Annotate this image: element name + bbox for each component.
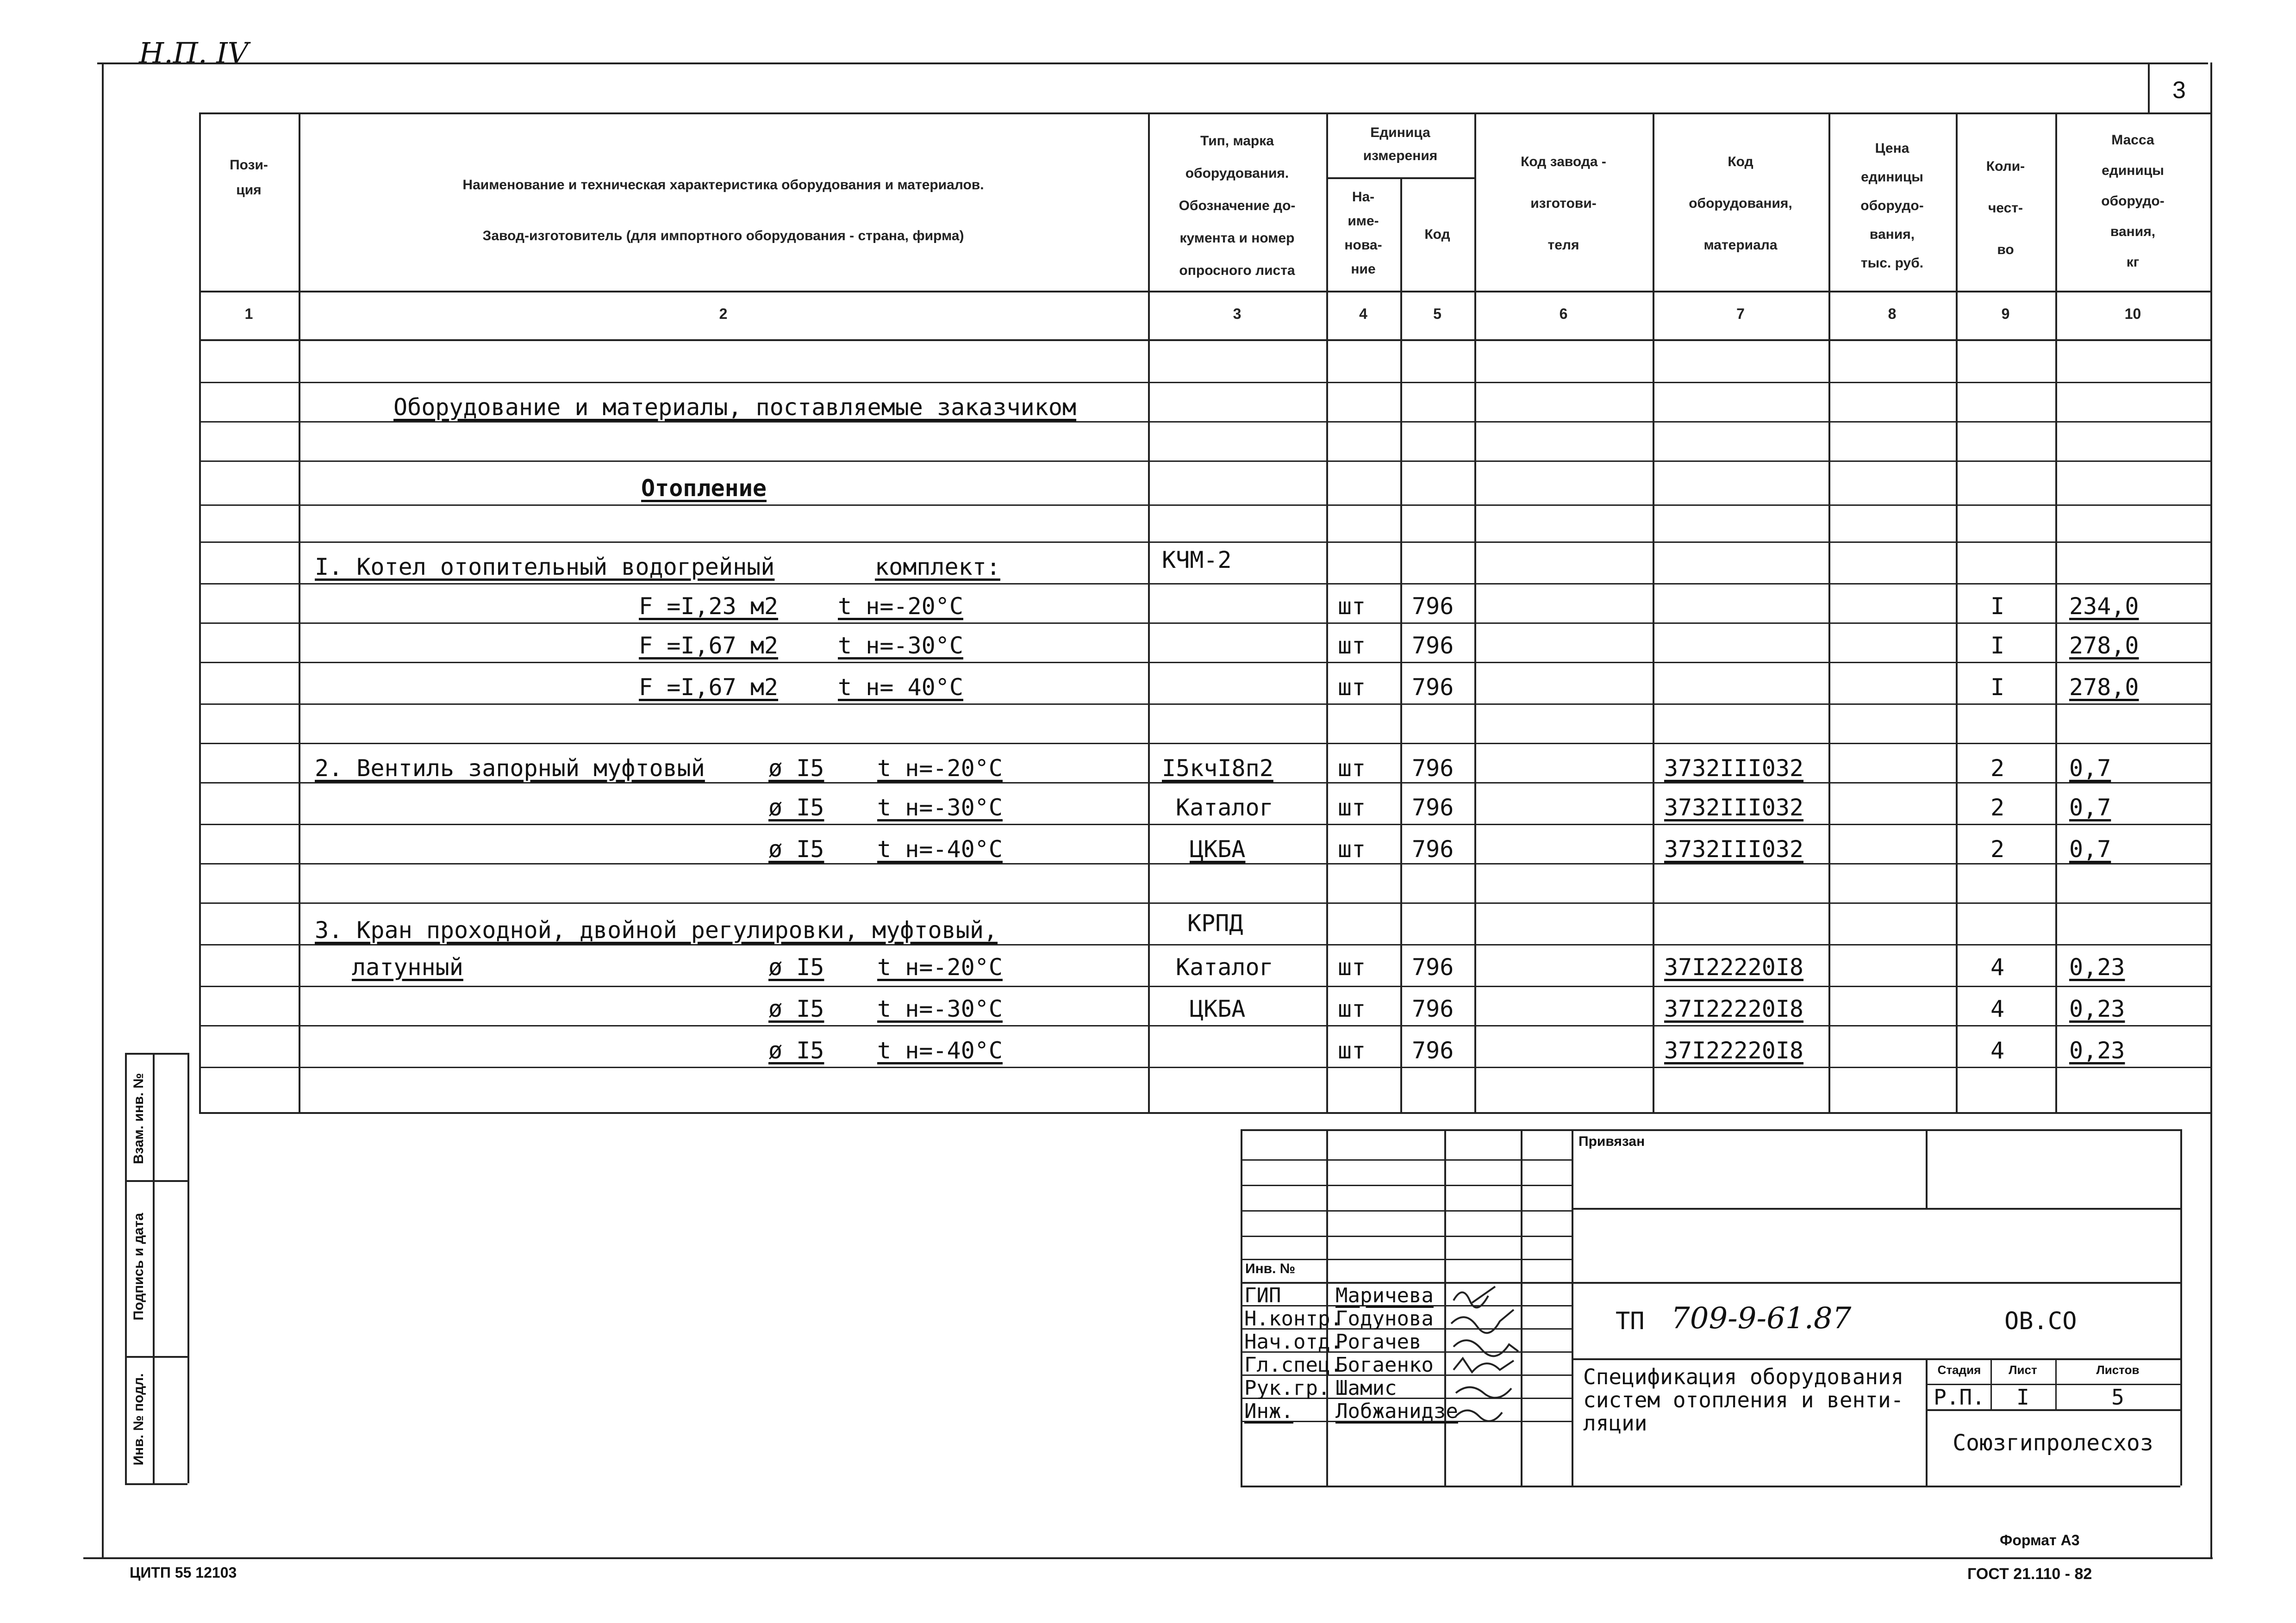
numbers-bottom-line bbox=[199, 339, 2210, 341]
header-quantity: Коли- чест- во bbox=[1986, 159, 2025, 257]
mass-cell: 0,7 bbox=[2069, 836, 2111, 863]
colnum-5: 5 bbox=[1433, 305, 1441, 322]
item-2-dia: ø I5 bbox=[768, 755, 824, 782]
unit-cell: шт bbox=[1338, 995, 1366, 1022]
row-line bbox=[199, 460, 2210, 462]
side-strip-right bbox=[187, 1053, 189, 1483]
mass-cell: 0,23 bbox=[2069, 1037, 2125, 1064]
signer-role: Инж. bbox=[1244, 1399, 1293, 1423]
item-3-temp: t н=-30°C bbox=[877, 995, 1003, 1022]
side-label-inv-orig: Инв. № подл. bbox=[131, 1373, 146, 1466]
header-type: Тип, марка оборудования. Обозначение до- кумента и номер опросного листа bbox=[1179, 133, 1296, 278]
col-line-a bbox=[199, 112, 201, 1112]
item-3-temp: t н=-40°C bbox=[877, 1037, 1003, 1064]
mass-cell: 0,7 bbox=[2069, 755, 2111, 782]
standard-label: ГОСТ 21.110 - 82 bbox=[1967, 1565, 2092, 1583]
row-line bbox=[199, 382, 2210, 383]
item-1-spec: F =I,67 м2 bbox=[639, 674, 779, 701]
equipment-code-cell: 37I22220I8 bbox=[1664, 995, 1804, 1022]
colnum-9: 9 bbox=[2001, 305, 2010, 322]
unit-cell: шт bbox=[1338, 1037, 1366, 1064]
item-3-temp: t н=-20°C bbox=[877, 954, 1003, 981]
item-3-name-continued: латунный bbox=[352, 954, 463, 981]
subsection-title: Отопление bbox=[641, 475, 767, 502]
stage-value: Р.П. bbox=[1934, 1385, 1985, 1410]
doc-code-prefix: ТП bbox=[1616, 1307, 1645, 1335]
mass-cell: 278,0 bbox=[2069, 674, 2139, 701]
tb-top bbox=[1241, 1129, 2180, 1131]
row-line bbox=[199, 541, 2210, 543]
tb-row bbox=[1241, 1210, 1572, 1212]
tb-row bbox=[1241, 1159, 1572, 1161]
header-plant-code: Код завода - изготови- теля bbox=[1521, 154, 1606, 253]
tb-left bbox=[1241, 1129, 1242, 1486]
row-line bbox=[199, 944, 2210, 945]
equipment-code-cell: 3732III032 bbox=[1664, 836, 1804, 863]
bound-label: Привязан bbox=[1578, 1134, 1645, 1149]
row-line bbox=[199, 421, 2210, 423]
type-cell: Каталог bbox=[1176, 794, 1273, 821]
code-cell: 796 bbox=[1412, 755, 1454, 782]
item-2-name: 2. Вентиль запорный муфтовый bbox=[315, 755, 705, 782]
item-2-temp: t н=-20°C bbox=[877, 755, 1003, 782]
col-line-b bbox=[299, 112, 300, 1112]
top-frame-line bbox=[97, 62, 2208, 64]
signer-role: Нач.отд. bbox=[1244, 1330, 1342, 1354]
row-line bbox=[199, 1025, 2210, 1026]
mass-cell: 278,0 bbox=[2069, 632, 2139, 659]
signer-name: Маричева bbox=[1335, 1284, 1434, 1307]
sheet-value: I bbox=[2016, 1385, 2029, 1410]
sheet-label: Лист bbox=[2009, 1363, 2037, 1377]
code-cell: 796 bbox=[1412, 794, 1454, 821]
signer-name: Богаенко bbox=[1335, 1353, 1434, 1377]
colnum-2: 2 bbox=[719, 305, 728, 322]
item-2-temp: t н=-40°C bbox=[877, 836, 1003, 863]
footer-left-label: ЦИТП 55 12103 bbox=[130, 1564, 237, 1581]
colnum-3: 3 bbox=[1233, 305, 1242, 322]
header-equipment-code: Код оборудования, материала bbox=[1689, 154, 1792, 253]
item-3-dia: ø I5 bbox=[768, 1037, 824, 1064]
unit-cell: шт bbox=[1338, 755, 1366, 782]
row-line bbox=[199, 782, 2210, 784]
item-1-spec: F =I,23 м2 bbox=[639, 593, 779, 620]
equipment-code-cell: 37I22220I8 bbox=[1664, 954, 1804, 981]
item-1-type: КЧМ-2 bbox=[1162, 547, 1232, 573]
qty-cell: 4 bbox=[1990, 995, 2005, 1022]
row-line bbox=[199, 622, 2210, 624]
tb-col-e bbox=[1926, 1129, 1928, 1208]
code-cell: 796 bbox=[1412, 836, 1454, 863]
sheets-label: Листов bbox=[2096, 1363, 2140, 1377]
code-cell: 796 bbox=[1412, 632, 1454, 659]
header-mass: Масса единицы оборудо- вания, кг bbox=[2101, 132, 2165, 270]
code-cell: 796 bbox=[1412, 995, 1454, 1022]
signer-role: Рук.гр. bbox=[1244, 1376, 1330, 1400]
section-title: Оборудование и материалы, поставляемые заказчиком bbox=[393, 394, 1077, 421]
signer-name: Годунова bbox=[1335, 1307, 1434, 1331]
side-strip-mid bbox=[153, 1053, 155, 1483]
unit-cell: шт bbox=[1338, 674, 1366, 701]
qty-cell: 4 bbox=[1990, 954, 2005, 981]
qty-cell: I bbox=[1990, 593, 2005, 620]
tb-right bbox=[2180, 1129, 2182, 1486]
type-cell: ЦКБА bbox=[1190, 995, 1246, 1022]
tb-col-f bbox=[1926, 1358, 1928, 1486]
item-2-temp: t н=-30°C bbox=[877, 794, 1003, 821]
tb-row bbox=[1241, 1259, 1572, 1260]
doc-title: Спецификация оборудования систем отопления и венти- ляции bbox=[1583, 1364, 1904, 1436]
format-label: Формат А3 bbox=[2000, 1532, 2080, 1548]
row-line bbox=[199, 583, 2210, 585]
mass-cell: 0,23 bbox=[2069, 995, 2125, 1022]
colnum-7: 7 bbox=[1736, 305, 1745, 322]
signer-role: ГИП bbox=[1244, 1284, 1281, 1307]
equipment-code-cell: 3732III032 bbox=[1664, 794, 1804, 821]
signer-role: Гл.спец. bbox=[1244, 1353, 1342, 1377]
unit-cell: шт bbox=[1338, 954, 1366, 981]
row-line bbox=[199, 1067, 2210, 1068]
signer-role: Н.контр. bbox=[1244, 1307, 1342, 1331]
side-label-sign-date: Подпись и дата bbox=[131, 1213, 146, 1321]
item-1-spec: F =I,67 м2 bbox=[639, 632, 779, 659]
signer-name: Лобжанидзе bbox=[1335, 1399, 1458, 1423]
row-line bbox=[199, 662, 2210, 663]
qty-cell: 2 bbox=[1990, 836, 2005, 863]
table-top-line bbox=[199, 112, 2210, 114]
tb-row-bound bbox=[1572, 1208, 2180, 1210]
tb-row bbox=[1241, 1185, 1572, 1186]
unit-cell: шт bbox=[1338, 593, 1366, 620]
side-strip-left bbox=[125, 1053, 127, 1483]
qty-cell: 4 bbox=[1990, 1037, 2005, 1064]
signature-mark bbox=[1454, 1287, 1495, 1307]
item-3-type: КРПД bbox=[1187, 910, 1243, 937]
inv-no-label: Инв. № bbox=[1245, 1261, 1296, 1276]
sheet-number: 3 bbox=[2172, 77, 2186, 104]
row-line bbox=[199, 986, 2210, 987]
type-cell: ЦКБА bbox=[1190, 836, 1246, 863]
outer-right-line bbox=[2210, 62, 2212, 1557]
unit-cell: шт bbox=[1338, 794, 1366, 821]
qty-cell: 2 bbox=[1990, 794, 2005, 821]
code-cell: 796 bbox=[1412, 593, 1454, 620]
unit-cell: шт bbox=[1338, 836, 1366, 863]
item-1-temp: t н=-30°C bbox=[838, 632, 963, 659]
outer-left-line bbox=[102, 62, 104, 1557]
side-label-replaced-inv: Взам. инв. № bbox=[131, 1073, 146, 1164]
equipment-code-cell: 37I22220I8 bbox=[1664, 1037, 1804, 1064]
table-bottom-line bbox=[199, 1112, 2210, 1114]
mass-cell: 0,7 bbox=[2069, 794, 2111, 821]
item-2-dia: ø I5 bbox=[768, 836, 824, 863]
qty-cell: I bbox=[1990, 632, 2005, 659]
row-line bbox=[199, 863, 2210, 864]
tb-row-title bbox=[1572, 1358, 2180, 1360]
mass-cell: 234,0 bbox=[2069, 593, 2139, 620]
item-1-temp: t н= 40°C bbox=[838, 674, 963, 701]
item-3-dia: ø I5 bbox=[768, 954, 824, 981]
sheets-value: 5 bbox=[2111, 1385, 2124, 1410]
signature-mark bbox=[1451, 1310, 1514, 1333]
row-line bbox=[199, 504, 2210, 506]
signature-mark bbox=[1454, 1358, 1514, 1372]
doc-code: 709-9-61.87 bbox=[1671, 1301, 1852, 1336]
signatures-svg bbox=[1444, 1282, 1560, 1421]
header-unit-code: Код bbox=[1424, 227, 1450, 242]
item-1-kit: комплект: bbox=[875, 553, 1000, 580]
stage-label: Стадия bbox=[1937, 1363, 1981, 1377]
mass-cell: 0,23 bbox=[2069, 954, 2125, 981]
corner-mark: Н.П. IV bbox=[139, 36, 249, 70]
signature-mark bbox=[1454, 1340, 1518, 1356]
colnum-10: 10 bbox=[2124, 305, 2141, 322]
code-cell: 796 bbox=[1412, 1037, 1454, 1064]
header-unit-name: На- име- нова- ние bbox=[1344, 189, 1382, 277]
header-bottom-line bbox=[199, 291, 2210, 292]
doc-mark: ОВ.СО bbox=[2004, 1307, 2077, 1335]
equipment-code-cell: 3732III032 bbox=[1664, 755, 1804, 782]
signature-mark bbox=[1456, 1387, 1511, 1398]
header-price: Цена единицы оборудо- вания, тыс. руб. bbox=[1860, 141, 1924, 271]
qty-cell: 2 bbox=[1990, 755, 2005, 782]
row-line bbox=[199, 824, 2210, 825]
row-line bbox=[199, 902, 2210, 904]
tb-col-d bbox=[1572, 1129, 1573, 1486]
item-2-dia: ø I5 bbox=[768, 794, 824, 821]
tb-bottom bbox=[1241, 1486, 2180, 1487]
outer-bottom-line bbox=[83, 1557, 2213, 1559]
organization: Союзгипролесхоз bbox=[1953, 1430, 2153, 1456]
code-cell: 796 bbox=[1412, 674, 1454, 701]
item-1-temp: t н=-20°C bbox=[838, 593, 963, 620]
row-line bbox=[199, 743, 2210, 744]
signature-mark bbox=[1456, 1411, 1502, 1421]
signer-name: Шамис bbox=[1335, 1376, 1397, 1400]
type-cell: Каталог bbox=[1176, 954, 1273, 981]
colnum-4: 4 bbox=[1359, 305, 1367, 322]
code-cell: 796 bbox=[1412, 954, 1454, 981]
qty-cell: I bbox=[1990, 674, 2005, 701]
type-cell: I5кчI8п2 bbox=[1162, 755, 1273, 782]
colnum-8: 8 bbox=[1888, 305, 1897, 322]
colnum-6: 6 bbox=[1559, 305, 1568, 322]
unit-cell: шт bbox=[1338, 632, 1366, 659]
header-position: Пози- ция bbox=[230, 157, 268, 198]
header-unit-group: Единица измерения bbox=[1363, 125, 1438, 163]
item-3-name: 3. Кран проходной, двойной регулировки, муфтовый, bbox=[315, 917, 998, 944]
item-1-name: I. Котел отопительный водогрейный bbox=[315, 553, 775, 580]
colnum-1: 1 bbox=[244, 305, 253, 322]
signer-name: Рогачев bbox=[1335, 1330, 1422, 1354]
row-line bbox=[199, 703, 2210, 705]
header-name: Наименование и техническая характеристика оборудования и материалов. Завод-изготовитель (для импортного оборудования - страна, фирма) bbox=[462, 177, 984, 243]
tb-row bbox=[1241, 1236, 1572, 1237]
item-3-dia: ø I5 bbox=[768, 995, 824, 1022]
